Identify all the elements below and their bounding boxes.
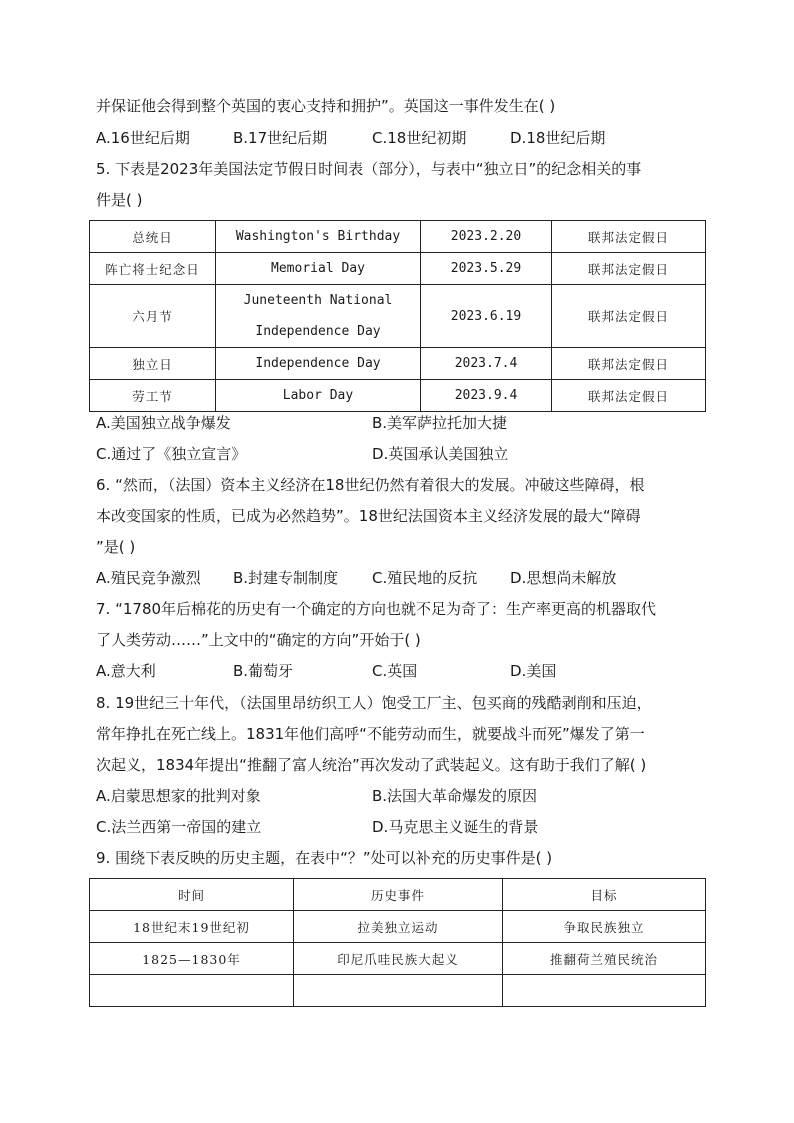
q7-option-a[interactable]: A.意大利 bbox=[96, 662, 156, 680]
goal-cell: 争取民族独立 bbox=[503, 911, 706, 943]
event-cell-empty bbox=[294, 975, 503, 1007]
header-time: 时间 bbox=[90, 879, 294, 911]
q6-stem-line2: 本改变国家的性质，已成为必然趋势”。18世纪法国资本主义经济发展的最大“障碍 bbox=[96, 507, 641, 525]
holiday-date-cell: 2023.6.19 bbox=[421, 285, 552, 348]
table-row bbox=[90, 380, 706, 412]
q8-option-b[interactable]: B.法国大革命爆发的原因 bbox=[372, 787, 538, 805]
holiday-type-cell: 联邦法定假日 bbox=[552, 285, 706, 348]
q5-stem-line1: 5. 下表是2023年美国法定节假日时间表（部分），与表中“独立日”的纪念相关的事 bbox=[96, 160, 642, 178]
holiday-type-cell: 联邦法定假日 bbox=[552, 348, 706, 380]
header-event: 历史事件 bbox=[294, 879, 503, 911]
table-header-row bbox=[90, 879, 706, 911]
q8-option-a[interactable]: A.启蒙思想家的批判对象 bbox=[96, 787, 261, 805]
header-goal: 目标 bbox=[503, 879, 706, 911]
holiday-type-cell: 联邦法定假日 bbox=[552, 253, 706, 285]
q8-option-d[interactable]: D.马克思主义诞生的背景 bbox=[372, 818, 539, 836]
q6-stem-line1: 6. “然而，（法国）资本主义经济在18世纪仍然有着很大的发展。冲破这些障碍，根 bbox=[96, 476, 645, 494]
time-cell: 1825—1830年 bbox=[90, 943, 294, 975]
q7-option-d[interactable]: D.美国 bbox=[510, 662, 557, 680]
table-row bbox=[90, 253, 706, 285]
holiday-english-cell: Washington's Birthday bbox=[216, 221, 421, 253]
q4-stem-tail: 并保证他会得到整个英国的衷心支持和拥护”。英国这一事件发生在( ) bbox=[96, 97, 556, 115]
holiday-english-cell: Memorial Day bbox=[216, 253, 421, 285]
holiday-name-cell: 劳工节 bbox=[90, 380, 216, 412]
table-row bbox=[90, 943, 706, 975]
q6-option-d[interactable]: D.思想尚未解放 bbox=[510, 569, 617, 587]
q5-option-d[interactable]: D.英国承认美国独立 bbox=[372, 445, 509, 463]
q6-option-a[interactable]: A.殖民竞争激烈 bbox=[96, 569, 201, 587]
holiday-type-cell: 联邦法定假日 bbox=[552, 221, 706, 253]
q7-stem-line2: 了人类劳动……”上文中的“确定的方向”开始于( ) bbox=[96, 631, 421, 649]
holiday-english-cell: Labor Day bbox=[216, 380, 421, 412]
q6-option-c[interactable]: C.殖民地的反抗 bbox=[372, 569, 478, 587]
q8-stem-line1: 8. 19世纪三十年代，（法国里昂纺织工人）饱受工厂主、包买商的残酷剥削和压迫， bbox=[96, 694, 652, 712]
history-theme-table bbox=[89, 878, 706, 1007]
holiday-name-cell: 独立日 bbox=[90, 348, 216, 380]
q5-stem-line2: 件是( ) bbox=[96, 191, 143, 209]
holiday-english-cell bbox=[216, 285, 421, 348]
q7-option-c[interactable]: C.英国 bbox=[372, 662, 418, 680]
q4-option-a[interactable]: A.16世纪后期 bbox=[96, 129, 190, 147]
holiday-date-cell: 2023.5.29 bbox=[421, 253, 552, 285]
q7-option-b[interactable]: B.葡萄牙 bbox=[233, 662, 294, 680]
table-row bbox=[90, 348, 706, 380]
q4-option-c[interactable]: C.18世纪初期 bbox=[372, 129, 467, 147]
holiday-date-cell: 2023.2.20 bbox=[421, 221, 552, 253]
goal-cell: 推翻荷兰殖民统治 bbox=[503, 943, 706, 975]
q4-option-b[interactable]: B.17世纪后期 bbox=[233, 129, 328, 147]
holiday-date-cell: 2023.7.4 bbox=[421, 348, 552, 380]
table-row bbox=[90, 221, 706, 253]
holiday-date-cell: 2023.9.4 bbox=[421, 380, 552, 412]
q8-stem-line3: 次起义，1834年提出“推翻了富人统治”再次发动了武装起义。这有助于我们了解( ) bbox=[96, 756, 647, 774]
holiday-english-line-2: Independence Day bbox=[255, 324, 381, 339]
holiday-table bbox=[89, 220, 706, 412]
holiday-english-cell: Independence Day bbox=[216, 348, 421, 380]
table-row bbox=[90, 911, 706, 943]
q9-stem: 9. 围绕下表反映的历史主题，在表中“？”处可以补充的历史事件是( ) bbox=[96, 849, 553, 867]
q7-stem-line1: 7. “1780年后棉花的历史有一个确定的方向也就不足为奇了：生产率更高的机器取代 bbox=[96, 600, 657, 618]
q8-option-c[interactable]: C.法兰西第一帝国的建立 bbox=[96, 818, 262, 836]
goal-cell-empty bbox=[503, 975, 706, 1007]
q4-option-d[interactable]: D.18世纪后期 bbox=[510, 129, 606, 147]
q5-option-a[interactable]: A.美国独立战争爆发 bbox=[96, 414, 231, 432]
table-row bbox=[90, 975, 706, 1007]
q5-option-b[interactable]: B.美军萨拉托加大捷 bbox=[372, 414, 508, 432]
q6-stem-line3: ”是( ) bbox=[96, 538, 136, 556]
time-cell: 18世纪末19世纪初 bbox=[90, 911, 294, 943]
event-cell: 拉美独立运动 bbox=[294, 911, 503, 943]
q5-option-c[interactable]: C.通过了《独立宣言》 bbox=[96, 445, 247, 463]
table-row bbox=[90, 285, 706, 348]
holiday-name-cell: 阵亡将士纪念日 bbox=[90, 253, 216, 285]
holiday-name-cell: 总统日 bbox=[90, 221, 216, 253]
q8-stem-line2: 常年挣扎在死亡线上。1831年他们高呼“不能劳动而生，就要战斗而死”爆发了第一 bbox=[96, 725, 645, 743]
holiday-english-line-1: Juneteenth National bbox=[243, 293, 393, 308]
holiday-type-cell: 联邦法定假日 bbox=[552, 380, 706, 412]
event-cell: 印尼爪哇民族大起义 bbox=[294, 943, 503, 975]
holiday-name-cell: 六月节 bbox=[90, 285, 216, 348]
q6-option-b[interactable]: B.封建专制制度 bbox=[233, 569, 339, 587]
time-cell-empty bbox=[90, 975, 294, 1007]
